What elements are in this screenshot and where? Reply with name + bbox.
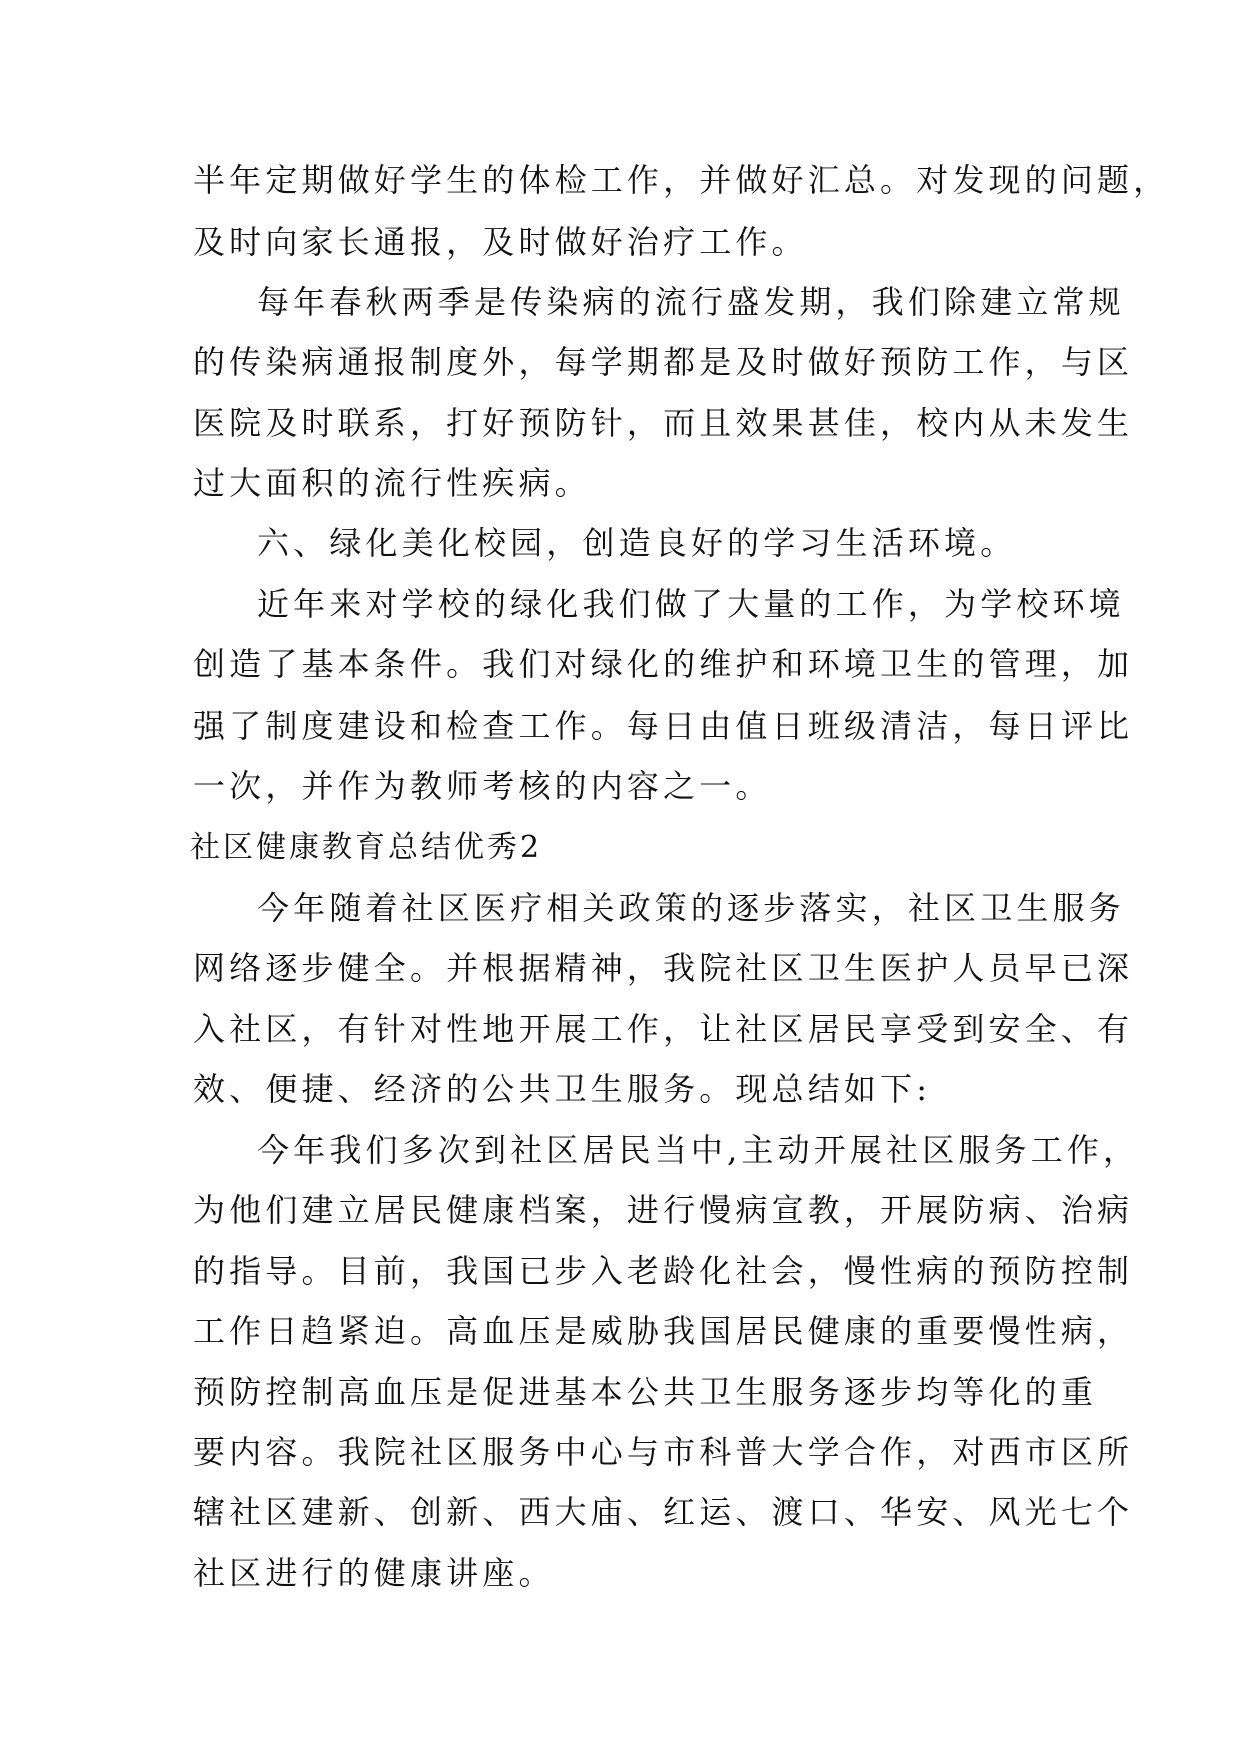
paragraph-line: 网络逐步健全。并根据精神，我院社区卫生医护人员早已深: [193, 949, 1134, 987]
section-title: 社区健康教育总结优秀2: [190, 830, 543, 865]
paragraph-line: 要内容。我院社区服务中心与市科普大学合作，对西市区所: [193, 1433, 1134, 1471]
paragraph-line: 一次，并作为教师考核的内容之一。: [193, 767, 772, 805]
paragraph-line: 辖社区建新、创新、西大庙、红运、渡口、华安、风光七个: [193, 1493, 1134, 1531]
paragraph-line: 过大面积的流行性疾病。: [193, 464, 591, 502]
paragraph-line: 近年来对学校的绿化我们做了大量的工作，为学校环境: [257, 585, 1125, 623]
paragraph-line: 为他们建立居民健康档案，进行慢病宣教，开展防病、治病: [193, 1191, 1134, 1229]
paragraph-line: 半年定期做好学生的体检工作，并做好汇总。对发现的问题，: [193, 161, 1170, 199]
paragraph-line: 社区进行的健康讲座。: [193, 1554, 555, 1592]
paragraph-line: 效、便捷、经济的公共卫生服务。现总结如下:: [193, 1070, 932, 1108]
paragraph-line: 的传染病通报制度外，每学期都是及时做好预防工作，与区: [193, 343, 1134, 381]
paragraph-line: 的指导。目前，我国已步入老龄化社会，慢性病的预防控制: [193, 1252, 1134, 1290]
section-heading: 六、绿化美化校园，创造良好的学习生活环境。: [257, 524, 1017, 562]
paragraph-line: 预防控制高血压是促进基本公共卫生服务逐步均等化的重: [193, 1373, 1098, 1411]
paragraph-line: 及时向家长通报，及时做好治疗工作。: [193, 223, 808, 261]
paragraph-line: 今年随着社区医疗相关政策的逐步落实，社区卫生服务: [257, 889, 1125, 927]
paragraph-line: 今年我们多次到社区居民当中,主动开展社区服务工作，: [257, 1131, 1140, 1169]
paragraph-line: 强了制度建设和检查工作。每日由值日班级清洁，每日评比: [193, 707, 1134, 745]
paragraph-line: 入社区，有针对性地开展工作，让社区居民享受到安全、有: [193, 1010, 1134, 1048]
paragraph-line: 医院及时联系，打好预防针，而且效果甚佳，校内从未发生: [193, 404, 1134, 442]
paragraph-line: 每年春秋两季是传染病的流行盛发期，我们除建立常规: [257, 283, 1125, 321]
paragraph-line: 工作日趋紧迫。高血压是威胁我国居民健康的重要慢性病，: [193, 1312, 1134, 1350]
paragraph-line: 创造了基本条件。我们对绿化的维护和环境卫生的管理，加: [193, 645, 1134, 683]
